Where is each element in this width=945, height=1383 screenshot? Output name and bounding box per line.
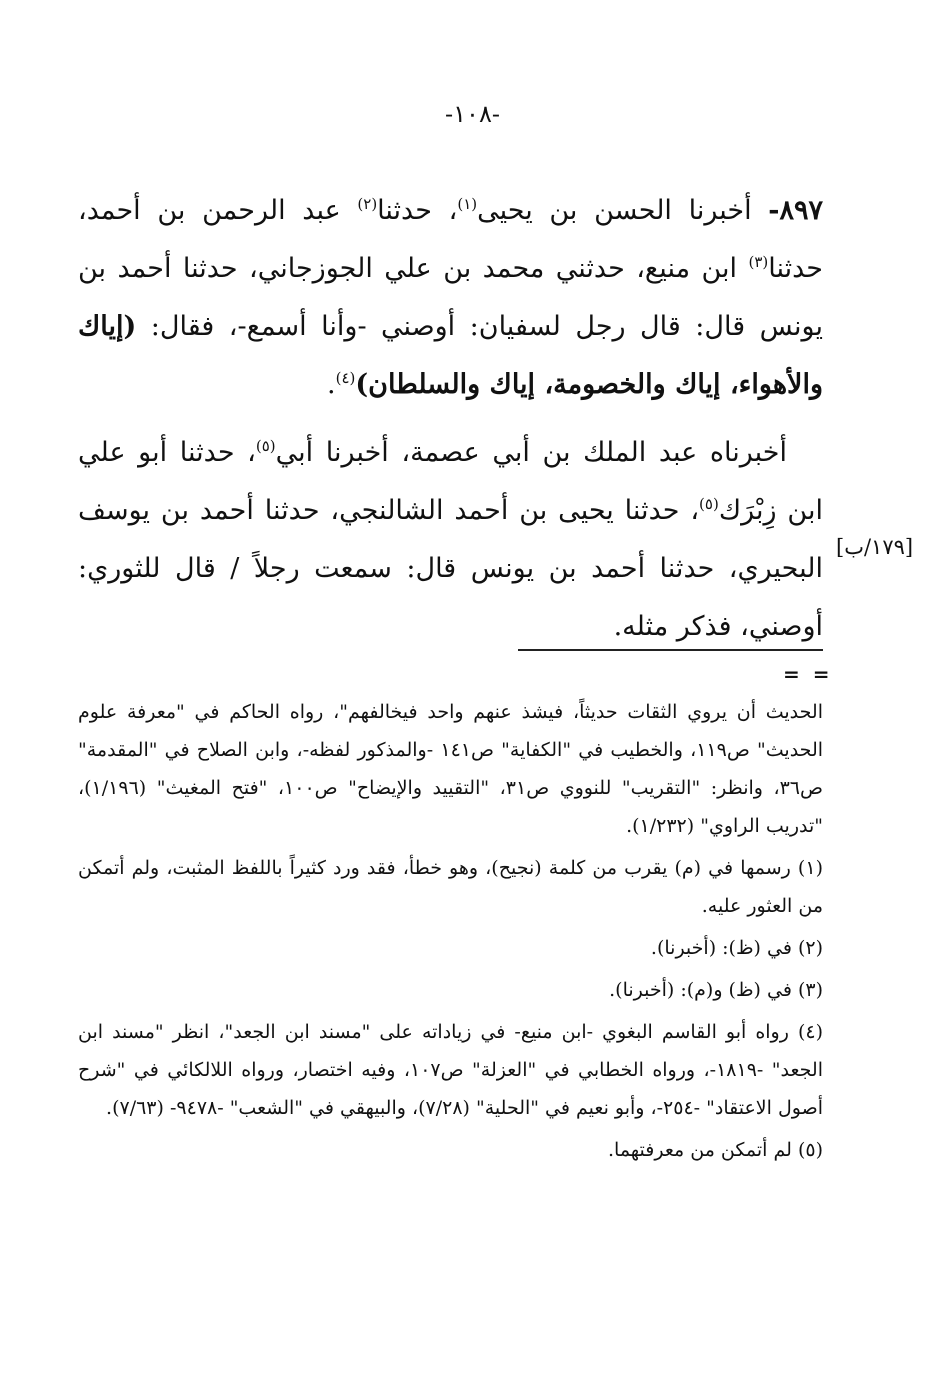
footnote-ref: (٥)	[699, 495, 719, 513]
footnote-ref: (٢)	[357, 195, 378, 213]
footnote-ref: (٤)	[335, 369, 356, 387]
footnotes	[78, 693, 823, 1173]
chain-paragraph	[78, 424, 823, 656]
text-segment: عبد الرحمن بن أحمد، حدثنا	[78, 195, 823, 284]
text-segment: ، حدثنا	[377, 195, 458, 226]
text-segment: أخبرناه عبد الملك بن أبي عصمة، أخبرنا أبي	[275, 437, 787, 468]
main-text	[78, 182, 823, 656]
footnote-4: (٤) رواه أبو القاسم البغوي -ابن منيع- في زياداته على "مسند ابن الجعد"، انظر "مسند ابن الجعد" -١٨١٩-، ورواه الخطابي في "العزلة" ص١٠٧، وفيه اختصار، ورواه اللالكائي في "شرح أصول الاعتقاد" -٢٥٤-، وأبو نعيم في "الحلية" (٧/٢٨)، والبيهقي في "الشعب" -٩٤٧٨- (٧/٦٣).	[78, 1021, 823, 1119]
manuscript-folio-note: [١٧٩/ب]	[836, 535, 914, 559]
footnote-continuation: الحديث أن يروي الثقات حديثاً، فيشذ عنهم واحد فيخالفهم"، رواه الحاكم في "معرفة علوم الحديث" ص١١٩، والخطيب في "الكفاية" ص١٤١ -والمذكور لفظه-، وابن الصلاح في "المقدمة" ص٣٦، وانظر: "التقريب" للنووي ص٣١، "التقييد والإيضاح" ص١٠٠، "فتح المغيث" (١/١٩٦)، "تدريب الراوي" (١/٢٣٢).	[78, 701, 824, 837]
footnote-ref: (١)	[457, 195, 478, 213]
footnote-separator	[518, 649, 823, 651]
text-segment: أخبرنا الحسن بن يحيى	[477, 195, 769, 226]
text-segment: ابن منيع، حدثني محمد بن علي الجوزجاني، حدثنا أحمد بن يونس قال: قال رجل لسفيان: أوصني -وأنا أسمع-، فقال:	[78, 253, 823, 342]
footnote-3: (٣) في (ظ) و(م): (أخبرنا).	[609, 979, 823, 1001]
hadith-number: ٨٩٧-	[768, 195, 823, 226]
page-number: -١٠٨-	[445, 100, 500, 128]
continuation-mark: = =	[783, 662, 833, 686]
footnote-2: (٢) في (ظ): (أخبرنا).	[650, 937, 823, 959]
text-segment: ، حدثنا أبو علي ابن زِبْرَك	[78, 437, 823, 526]
footnote-5: (٥) لم أتمكن من معرفتهما.	[607, 1139, 823, 1161]
hadith-paragraph	[78, 182, 823, 414]
footnote-ref: (٥)	[255, 437, 276, 455]
footnote-ref: (٣)	[748, 253, 769, 271]
footnote-1: (١) رسمها في (م) يقرب من كلمة (نجيح)، وهو خطأ، فقد ورد كثيراً باللفظ المثبت، ولم أتمكن من العثور عليه.	[78, 857, 823, 917]
text-segment: .	[327, 369, 336, 400]
text-segment: ، حدثنا يحيى بن أحمد الشالنجي، حدثنا أحمد بن يوسف البحيري، حدثنا أحمد بن يونس قال: سمعت رجلاً / قال للثوري: أوصني، فذكر مثله.	[78, 495, 823, 642]
hadith-matn: (إياك والأهواء، إياك والخصومة، إياك والسلطان)	[78, 311, 823, 400]
